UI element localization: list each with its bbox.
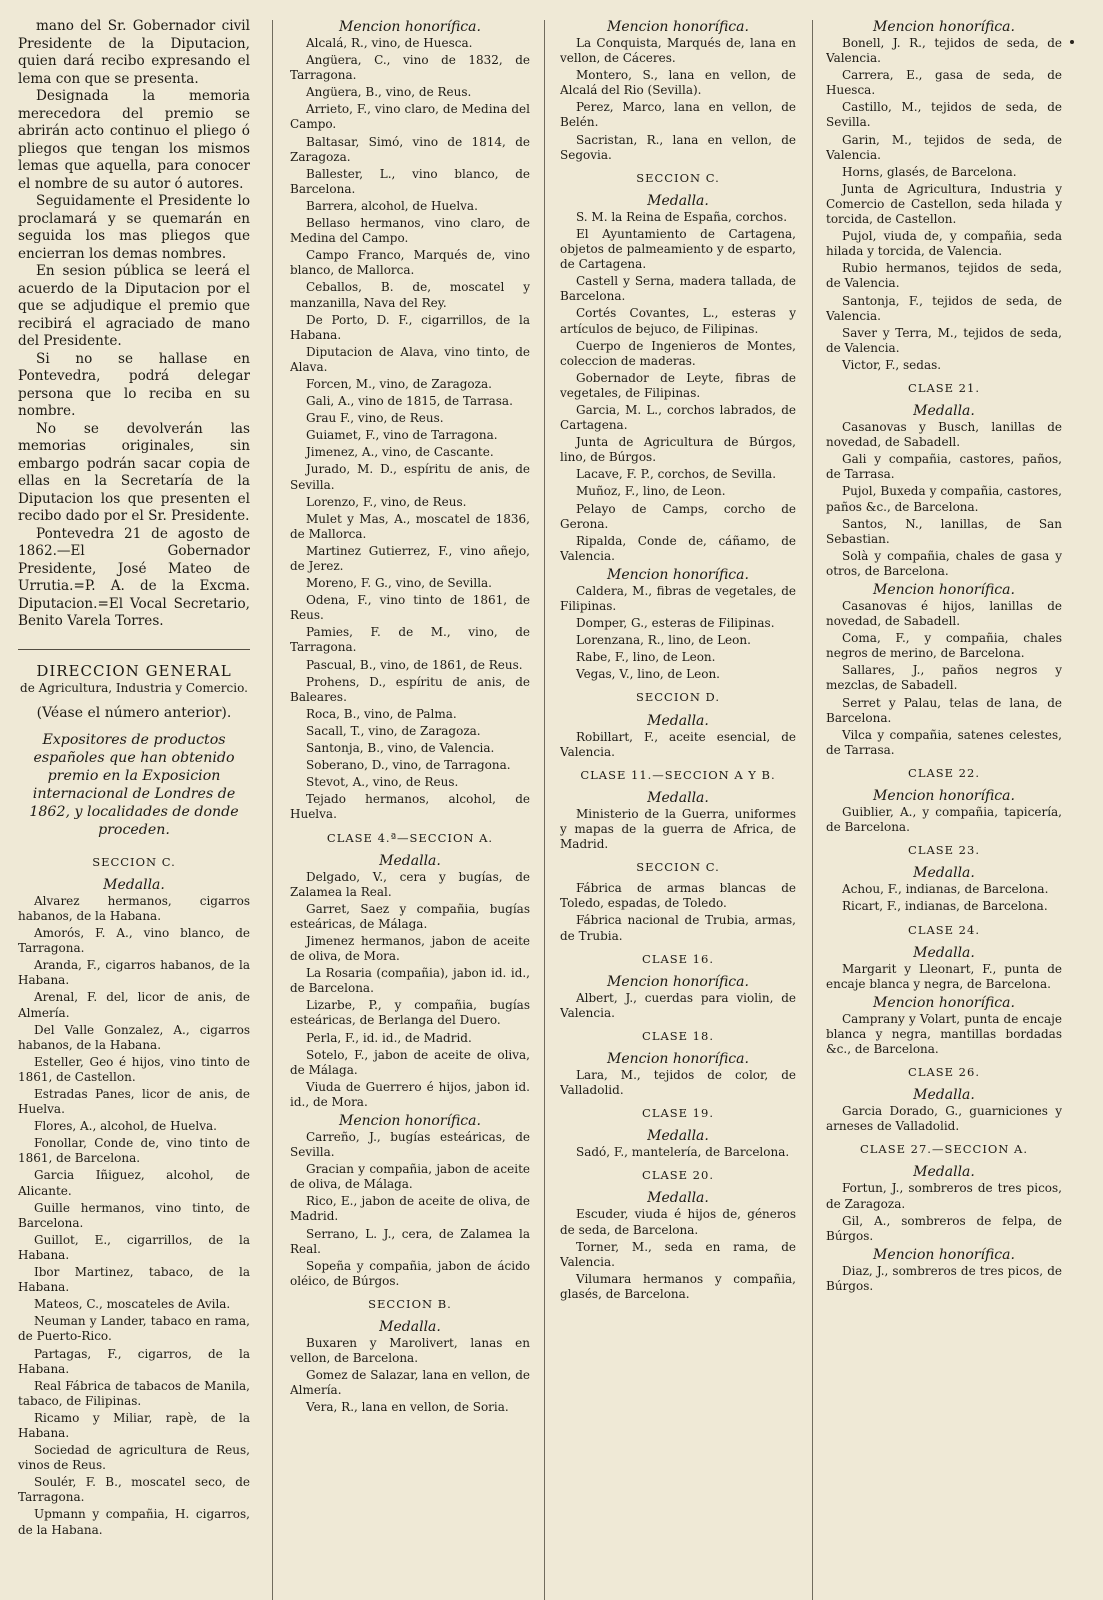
- list-item: Arrieto, F., vino claro, de Medina del Campo.: [290, 102, 530, 132]
- list-item: Grau F., vino, de Reus.: [306, 411, 444, 426]
- list-item: Carrera, E., gasa de seda, de Huesca.: [826, 68, 1062, 98]
- list-item: Diputacion de Alava, vino tinto, de Alava.: [290, 344, 530, 374]
- list-item: Sadó, F., mantelería, de Barcelona.: [576, 1145, 790, 1160]
- column-rule: [544, 20, 545, 1600]
- list-item: Angüera, C., vino de 1832, de Tarragona.: [290, 53, 530, 83]
- list-item: Ceballos, B. de, moscatel y manzanilla, Nava del Rey.: [290, 280, 530, 310]
- list-item: Santonja, B., vino, de Valencia.: [306, 741, 495, 756]
- list-item: De Porto, D. F., cigarrillos, de la Habana.: [290, 312, 530, 342]
- list-item: La Conquista, Marqués de, lana en vellon, de Cáceres.: [560, 36, 796, 66]
- award-heading: Mencion honorífica.: [607, 19, 749, 35]
- list-item: Torner, M., seda en rama, de Valencia.: [560, 1239, 796, 1269]
- list-item: Garcia, M. L., corchos labrados, de Cartagena.: [560, 402, 796, 433]
- list-item: Saver y Terra, M., tejidos de seda, de Valencia.: [826, 325, 1062, 355]
- list-item: Lacave, F. P., corchos, de Sevilla.: [576, 467, 777, 482]
- list-item: Arenal, F. del, licor de anis, de Almería.: [18, 990, 250, 1020]
- list-item: Sotelo, F., jabon de aceite de oliva, de Málaga.: [290, 1047, 530, 1077]
- section-label: CLASE 11.—SECCION A Y B.: [580, 767, 776, 782]
- list-item: Guiamet, F., vino de Tarragona.: [306, 428, 498, 443]
- list-item: Robillart, F., aceite esencial, de Valencia.: [560, 729, 796, 759]
- column-1: [18, 18, 250, 1600]
- list-item: Muñoz, F., lino, de Leon.: [576, 484, 726, 499]
- list-item: Caldera, M., fibras de vegetales, de Filipinas.: [560, 583, 796, 613]
- list-item: Vera, R., lana en vellon, de Soria.: [306, 1400, 509, 1415]
- list-item: Soulér, F. B., moscatel seco, de Tarragona.: [18, 1475, 250, 1505]
- list-item: Mulet y Mas, A., moscatel de 1836, de Mallorca.: [290, 511, 530, 541]
- list-item: Jimenez hermanos, jabon de aceite de oliva, de Mora.: [290, 933, 530, 964]
- award-heading: Mencion honorífica.: [607, 566, 749, 583]
- list-item: Fortun, J., sombreros de tres picos, de Zaragoza.: [826, 1181, 1062, 1211]
- list-item: Estradas Panes, licor de anis, de Huelva.: [18, 1087, 250, 1117]
- award-heading: Mencion honorífica.: [339, 19, 481, 35]
- list-item: Guiblier, A., y compañia, tapicería, de Barcelona.: [826, 805, 1062, 835]
- list-item: Upmann y compañia, H. cigarros, de la Habana.: [18, 1507, 250, 1537]
- list-item: Montero, S., lana en vellon, de Alcalá del Rio (Sevilla).: [560, 68, 796, 98]
- list-item: Castell y Serna, madera tallada, de Barcelona.: [560, 274, 796, 304]
- list-item: Guille hermanos, vino tinto, de Barcelona.: [18, 1200, 250, 1230]
- list-item: Albert, J., cuerdas para violin, de Valencia.: [560, 990, 796, 1020]
- list-item: Viuda de Guerrero é hijos, jabon id. id., de Mora.: [290, 1079, 530, 1109]
- list-item: Ricart, F., indianas, de Barcelona.: [842, 899, 1048, 914]
- list-item: Santos, N., lanillas, de San Sebastian.: [826, 516, 1062, 546]
- section-label: CLASE 19.: [642, 1106, 714, 1121]
- list-item: Camprany y Volart, punta de encaje blanca y negra, mantillas bordadas &c., de Barcelona.: [826, 1011, 1062, 1056]
- list-item: Casanovas y Busch, lanillas de novedad, de Sabadell.: [826, 420, 1062, 450]
- list-item: Castillo, M., tejidos de seda, de Sevilla.: [826, 100, 1062, 130]
- section-label: CLASE 23.: [908, 843, 980, 858]
- award-heading: Mencion honorífica.: [873, 994, 1015, 1011]
- list-item: Gobernador de Leyte, fibras de vegetales, de Filipinas.: [560, 370, 796, 400]
- list-item: Casanovas é hijos, lanillas de novedad, de Sabadell.: [826, 599, 1062, 629]
- list-item: Domper, G., esteras de Filipinas.: [576, 616, 775, 631]
- list-item: Roca, B., vino, de Palma.: [306, 706, 457, 721]
- award-heading: Medalla.: [913, 403, 975, 420]
- list-item: Partagas, F., cigarros, de la Habana.: [18, 1346, 250, 1376]
- section-label: CLASE 18.: [642, 1028, 714, 1043]
- section-label: SECCION C.: [92, 854, 176, 869]
- section-label: CLASE 27.—SECCION A.: [860, 1142, 1028, 1157]
- column-2: [290, 18, 530, 1600]
- list-item: Soberano, D., vino, de Tarragona.: [306, 758, 511, 773]
- list-item: Perla, F., id. id., de Madrid.: [306, 1030, 472, 1045]
- list-item: Victor, F., sedas.: [842, 357, 942, 372]
- list-item: Guillot, E., cigarrillos, de la Habana.: [18, 1232, 250, 1262]
- list-item: Sacall, T., vino, de Zaragoza.: [306, 723, 481, 738]
- list-item: Tejado hermanos, alcohol, de Huelva.: [290, 792, 530, 822]
- paragraph: Designada la memoria merecedora del premio se abrirán acto continuo el pliego ó pliegos que tengan los mismos lemas que aquella, para conocer el nombre de su autor ó autores.: [18, 88, 250, 192]
- list-item: Pujol, viuda de, y compañia, seda hilada y torcida, de Valencia.: [826, 229, 1062, 259]
- award-heading: Medalla.: [379, 1319, 441, 1336]
- list-item: Fonollar, Conde de, vino tinto de 1861, de Barcelona.: [18, 1136, 250, 1166]
- list-item: Santonja, F., tejidos de seda, de Valencia.: [826, 293, 1062, 323]
- list-item: Baltasar, Simó, vino de 1814, de Zaragoza.: [290, 134, 530, 164]
- list-item: Cuerpo de Ingenieros de Montes, coleccion de maderas.: [560, 338, 796, 368]
- list-item: Alvarez hermanos, cigarros habanos, de la Habana.: [18, 893, 250, 923]
- award-heading: Mencion honorífica.: [873, 582, 1015, 598]
- list-item: Jurado, M. D., espíritu de anis, de Sevilla.: [290, 462, 530, 492]
- award-heading: Medalla.: [647, 1128, 709, 1145]
- list-item: Garcia Dorado, G., guarniciones y arneses de Valladolid.: [826, 1104, 1062, 1134]
- list-item: Ministerio de la Guerra, uniformes y mapas de la guerra de Africa, de Madrid.: [560, 806, 796, 852]
- note: (Véase el número anterior).: [36, 704, 232, 721]
- list-item: Pamies, F. de M., vino, de Tarragona.: [290, 625, 530, 655]
- list-item: Ballester, L., vino blanco, de Barcelona.: [290, 166, 530, 196]
- paragraph: En sesion pública se leerá el acuerdo de la Diputacion por el que se adjudique el premio que recibirá el agraciado de mano del Presidente.: [18, 263, 250, 349]
- section-label: CLASE 22.: [908, 765, 980, 780]
- list-item: Serrano, L. J., cera, de Zalamea la Real.: [290, 1226, 530, 1256]
- award-heading: Mencion honorífica.: [607, 1050, 749, 1067]
- award-heading: Medalla.: [913, 865, 975, 882]
- paragraph: Seguidamente el Presidente lo proclamará y se quemarán en seguida los mas pliegos que encierran los demas nombres.: [18, 193, 250, 262]
- award-heading: Medalla.: [103, 876, 165, 893]
- column-4: [826, 18, 1062, 1600]
- list-item: Coma, F., y compañia, chales negros de merino, de Barcelona.: [826, 631, 1062, 661]
- paragraph: Pontevedra 21 de agosto de 1862.—El Gobernador Presidente, José Mateo de Urrutia.=P. A. de la Excma. Diputacion.=El Vocal Secretario, Benito Varela Torres.: [18, 525, 250, 629]
- list-item: Gomez de Salazar, lana en vellon, de Almería.: [290, 1368, 530, 1398]
- list-item: Lorenzana, R., lino, de Leon.: [576, 633, 751, 648]
- list-item: Garin, M., tejidos de seda, de Valencia.: [826, 132, 1062, 162]
- list-item: Perez, Marco, lana en vellon, de Belén.: [560, 100, 796, 130]
- section-label: CLASE 20.: [642, 1168, 714, 1183]
- list-item: Pujol, Buxeda y compañia, castores, paños &c., de Barcelona.: [826, 484, 1062, 514]
- list-item: Pelayo de Camps, corcho de Gerona.: [560, 501, 796, 531]
- list-item: Escuder, viuda é hijos de, géneros de seda, de Barcelona.: [560, 1207, 796, 1237]
- list-item: Margarit y Lleonart, F., punta de encaje blanca y negra, de Barcelona.: [826, 961, 1062, 991]
- list-item: El Ayuntamiento de Cartagena, objetos de palmeamiento y de esparto, de Cartagena.: [560, 226, 796, 272]
- list-item: Gali, A., vino de 1815, de Tarrasa.: [306, 394, 513, 409]
- award-heading: Medalla.: [647, 789, 709, 806]
- section-label: CLASE 26.: [908, 1065, 980, 1080]
- list-item: Buxaren y Marolivert, lanas en vellon, de Barcelona.: [290, 1336, 530, 1366]
- list-item: Diaz, J., sombreros de tres picos, de Búrgos.: [826, 1263, 1062, 1293]
- list-item: Moreno, F. G., vino, de Sevilla.: [306, 576, 492, 591]
- award-heading: Mencion honorífica.: [873, 788, 1015, 805]
- section-title: DIRECCION GENERAL: [36, 661, 232, 680]
- award-heading: Mencion honorífica.: [873, 1246, 1015, 1263]
- section-label: CLASE 24.: [908, 922, 980, 937]
- column-rule: [272, 20, 273, 1600]
- list-item: Esteller, Geo é hijos, vino tinto de 1861, de Castellon.: [18, 1054, 250, 1084]
- section-label: SECCION C.: [636, 860, 720, 875]
- award-heading: Medalla.: [647, 192, 709, 209]
- list-item: Gracian y compañia, jabon de aceite de oliva, de Málaga.: [290, 1162, 530, 1192]
- list-item: Prohens, D., espíritu de anis, de Baleares.: [290, 674, 530, 704]
- list-item: Sopeña y compañia, jabon de ácido oléico, de Búrgos.: [290, 1258, 530, 1288]
- list-item: Vilumara hermanos y compañia, glasés, de Barcelona.: [560, 1271, 796, 1301]
- section-label: CLASE 21.: [908, 380, 980, 395]
- list-item: Delgado, V., cera y bugías, de Zalamea la Real.: [290, 869, 530, 899]
- list-item: Junta de Agricultura, Industria y Comercio de Castellon, seda hilada y torcida, de Castellon.: [826, 181, 1062, 227]
- list-item: Lara, M., tejidos de color, de Valladolid.: [560, 1067, 796, 1098]
- list-item: Barrera, alcohol, de Huelva.: [306, 198, 478, 213]
- list-item: Flores, A., alcohol, de Huelva.: [34, 1119, 217, 1134]
- list-item: Rabe, F., lino, de Leon.: [576, 650, 716, 665]
- list-item: S. M. la Reina de España, corchos.: [576, 209, 788, 224]
- list-item: Alcalá, R., vino, de Huesca.: [306, 36, 473, 50]
- list-item: Vegas, V., lino, de Leon.: [576, 667, 720, 682]
- list-item: Ripalda, Conde de, cáñamo, de Valencia.: [560, 533, 796, 563]
- list-item: Rubio hermanos, tejidos de seda, de Valencia.: [826, 261, 1062, 291]
- list-item: Solà y compañia, chales de gasa y otros, de Barcelona.: [826, 548, 1062, 578]
- section-label: SECCION C.: [636, 170, 720, 185]
- award-heading: Mencion honorífica.: [873, 19, 1015, 35]
- award-heading: Medalla.: [913, 1087, 975, 1104]
- list-item: Gali y compañia, castores, paños, de Tarrasa.: [826, 452, 1062, 482]
- award-heading: Medalla.: [647, 712, 709, 729]
- list-item: Del Valle Gonzalez, A., cigarros habanos, de la Habana.: [18, 1022, 250, 1052]
- list-item: Vilca y compañia, satenes celestes, de Tarrasa.: [826, 727, 1062, 757]
- section-label: CLASE 4.ª—SECCION A.: [326, 830, 494, 845]
- article-heading: Expositores de productos españoles que han obtenido premio en la Exposicion internacional de Londres de 1862, y localidades de donde proceden.: [29, 731, 239, 838]
- award-heading: Medalla.: [913, 944, 975, 961]
- list-item: Ibor Martinez, tabaco, de la Habana.: [18, 1265, 250, 1295]
- list-item: Mateos, C., moscateles de Avila.: [34, 1297, 231, 1312]
- list-item: Garcia Iñiguez, alcohol, de Alicante.: [18, 1168, 250, 1198]
- list-item: Horns, glasés, de Barcelona.: [842, 164, 1017, 179]
- list-item: Martinez Gutierrez, F., vino añejo, de Jerez.: [290, 543, 530, 573]
- list-item: Serret y Palau, telas de lana, de Barcelona.: [826, 695, 1062, 725]
- list-item: Garret, Saez y compañia, bugías esteáricas, de Málaga.: [290, 901, 530, 931]
- list-item: Carreño, J., bugías esteáricas, de Sevilla.: [290, 1130, 530, 1160]
- ink-speck: [1070, 40, 1074, 44]
- award-heading: Mencion honorífica.: [607, 973, 749, 990]
- list-item: Stevot, A., vino, de Reus.: [306, 775, 459, 790]
- award-heading: Medalla.: [913, 1164, 975, 1181]
- list-item: Sacristan, R., lana en vellon, de Segovia.: [560, 132, 796, 162]
- list-item: Jimenez, A., vino, de Cascante.: [306, 445, 494, 460]
- list-item: Lorenzo, F., vino, de Reus.: [306, 494, 467, 509]
- award-heading: Medalla.: [647, 1190, 709, 1207]
- list-item: Amorós, F. A., vino blanco, de Tarragona.: [18, 926, 250, 956]
- section-subtitle: de Agricultura, Industria y Comercio.: [20, 680, 248, 695]
- list-item: Gil, A., sombreros de felpa, de Búrgos.: [826, 1213, 1062, 1243]
- list-item: Lizarbe, P., y compañia, bugías esteáricas, de Berlanga del Duero.: [290, 998, 530, 1028]
- list-item: Fábrica de armas blancas de Toledo, espadas, de Toledo.: [560, 881, 796, 911]
- divider: [18, 649, 250, 650]
- list-item: Aranda, F., cigarros habanos, de la Habana.: [18, 958, 250, 988]
- paragraph: Si no se hallase en Pontevedra, podrá delegar persona que lo reciba en su nombre.: [18, 350, 250, 419]
- list-item: Rico, E., jabon de aceite de oliva, de Madrid.: [290, 1194, 530, 1224]
- list-item: Angüera, B., vino, de Reus.: [306, 85, 472, 100]
- list-item: Bonell, J. R., tejidos de seda, de Valencia.: [826, 36, 1062, 66]
- list-item: Odena, F., vino tinto de 1861, de Reus.: [290, 593, 530, 623]
- list-item: Achou, F., indianas, de Barcelona.: [842, 882, 1049, 897]
- section-label: SECCION B.: [368, 1296, 452, 1311]
- award-heading: Mencion honorífica.: [339, 1113, 481, 1129]
- column-rule: [812, 20, 813, 1600]
- paragraph: mano del Sr. Gobernador civil Presidente de la Diputacion, quien dará recibo expresando el lema con que se presenta.: [18, 18, 250, 87]
- list-item: Fábrica nacional de Trubia, armas, de Trubia.: [560, 913, 796, 943]
- list-item: Sociedad de agricultura de Reus, vinos de Reus.: [18, 1443, 250, 1473]
- column-3: [560, 18, 796, 1600]
- list-item: Sallares, J., paños negros y mezclas, de Sabadell.: [826, 663, 1062, 693]
- list-item: Neuman y Lander, tabaco en rama, de Puerto-Rico.: [18, 1314, 250, 1344]
- award-heading: Medalla.: [379, 852, 441, 869]
- list-item: La Rosaria (compañia), jabon id. id., de Barcelona.: [290, 966, 530, 996]
- list-item: Pascual, B., vino, de 1861, de Reus.: [306, 657, 523, 672]
- list-item: Bellaso hermanos, vino claro, de Medina del Campo.: [290, 216, 530, 246]
- section-label: CLASE 16.: [642, 951, 714, 966]
- section-label: SECCION D.: [635, 690, 721, 705]
- list-item: Cortés Covantes, L., esteras y artículos de bejuco, de Filipinas.: [560, 306, 796, 336]
- list-item: Campo Franco, Marqués de, vino blanco, de Mallorca.: [290, 248, 530, 278]
- paragraph: No se devolverán las memorias originales, sin embargo podrán sacar copia de ellas en la Secretaría de la Diputacion los que presenten el recibo dado por el Sr. Presidente.: [18, 420, 250, 524]
- list-item: Real Fábrica de tabacos de Manila, tabaco, de Filipinas.: [18, 1378, 250, 1408]
- list-item: Ricamo y Miliar, rapè, de la Habana.: [18, 1410, 250, 1440]
- list-item: Junta de Agricultura de Búrgos, lino, de Búrgos.: [560, 435, 796, 465]
- list-item: Forcen, M., vino, de Zaragoza.: [306, 376, 492, 391]
